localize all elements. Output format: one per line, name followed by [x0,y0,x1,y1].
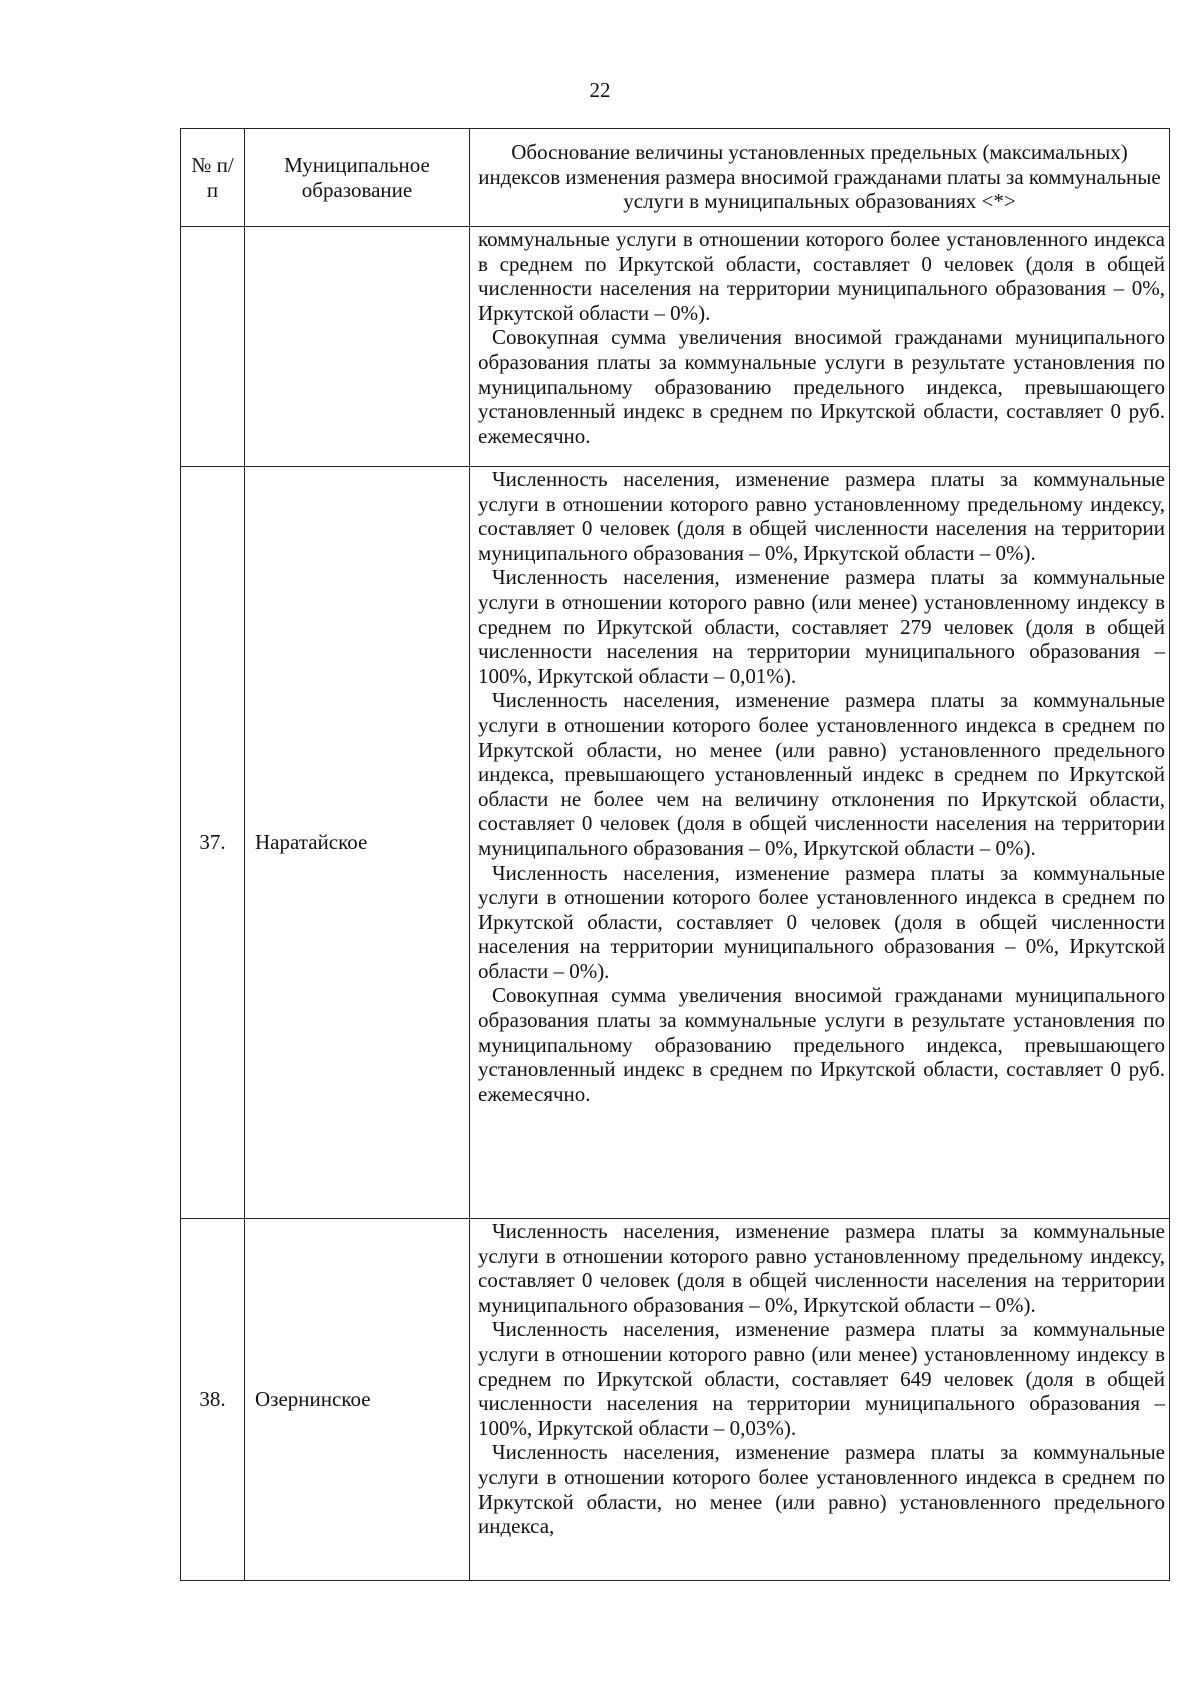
justification-paragraph: Численность населения, изменение размера платы за коммунальные услуги в отношении которого более установленного индекса в среднем по Иркутской области, составляет 0 человек (доля в общей численности населения на территории муниципального образования – 0%, Иркутской области – 0%). [478,860,1165,983]
row-number [181,227,245,467]
row-number: 37. [181,467,245,1219]
table-row [181,227,1170,467]
justification-table [180,128,1170,1581]
row-municipality: Наратайское [245,467,470,1219]
justification-paragraph: Численность населения, изменение размера платы за коммунальные услуги в отношении которого равно (или менее) установленному индексу в среднем по Иркутской области, составляет 279 человек (доля в общей численности населения на территории муниципального образования – 100%, Иркутской области – 0,01%). [478,565,1165,688]
justification-paragraph: Численность населения, изменение размера платы за коммунальные услуги в отношении которого равно установленному предельному индексу, составляет 0 человек (доля в общей численности населения на территории муниципального образования – 0%, Иркутской области – 0%). [478,467,1165,565]
row-justification [470,227,1170,467]
justification-paragraph: Совокупная сумма увеличения вносимой гражданами муниципального образования платы за коммунальные услуги в результате установления по муниципальному образованию предельного индекса, превышающего установленный индекс в среднем по Иркутской области, составляет 0 руб. ежемесячно. [478,325,1165,448]
header-municipality: Муниципальное образование [245,129,470,227]
table-row [181,467,1170,1219]
table-row [181,1219,1170,1581]
header-number: № п/п [181,129,245,227]
justification-paragraph: Численность населения, изменение размера платы за коммунальные услуги в отношении которого более установленного индекса в среднем по Иркутской области, но менее (или равно) установленного предельного индекса, [478,1440,1165,1539]
row-justification [470,467,1170,1219]
table-header [181,129,1170,227]
justification-paragraph: Численность населения, изменение размера платы за коммунальные услуги в отношении которого более установленного индекса в среднем по Иркутской области, но менее (или равно) установленного предельного индекса, превышающего установленный индекс в среднем по Иркутской области не более чем на величину отклонения по Иркутской области, составляет 0 человек (доля в общей численности населения на территории муниципального образования – 0%, Иркутской области – 0%). [478,688,1165,860]
row-municipality [245,227,470,467]
justification-paragraph: Численность населения, изменение размера платы за коммунальные услуги в отношении которого равно (или менее) установленному индексу в среднем по Иркутской области, составляет 649 человек (доля в общей численности населения на территории муниципального образования – 100%, Иркутской области – 0,03%). [478,1317,1165,1440]
justification-paragraph: коммунальные услуги в отношении которого более установленного индекса в среднем по Иркутской области, составляет 0 человек (доля в общей численности населения на территории муниципального образования – 0%, Иркутской области – 0%). [478,227,1165,325]
header-justification: Обоснование величины установленных предельных (максимальных) индексов изменения размера вносимой гражданами платы за коммунальные услуги в муниципальных образованиях <*> [470,129,1170,227]
page-number: 22 [589,78,611,102]
row-justification [470,1219,1170,1581]
justification-paragraph: Численность населения, изменение размера платы за коммунальные услуги в отношении которого равно установленному предельному индексу, составляет 0 человек (доля в общей численности населения на территории муниципального образования – 0%, Иркутской области – 0%). [478,1219,1165,1317]
row-number: 38. [181,1219,245,1581]
row-municipality: Озернинское [245,1219,470,1581]
justification-paragraph: Совокупная сумма увеличения вносимой гражданами муниципального образования платы за коммунальные услуги в результате установления по муниципальному образованию предельного индекса, превышающего установленный индекс в среднем по Иркутской области, составляет 0 руб. ежемесячно. [478,983,1165,1106]
